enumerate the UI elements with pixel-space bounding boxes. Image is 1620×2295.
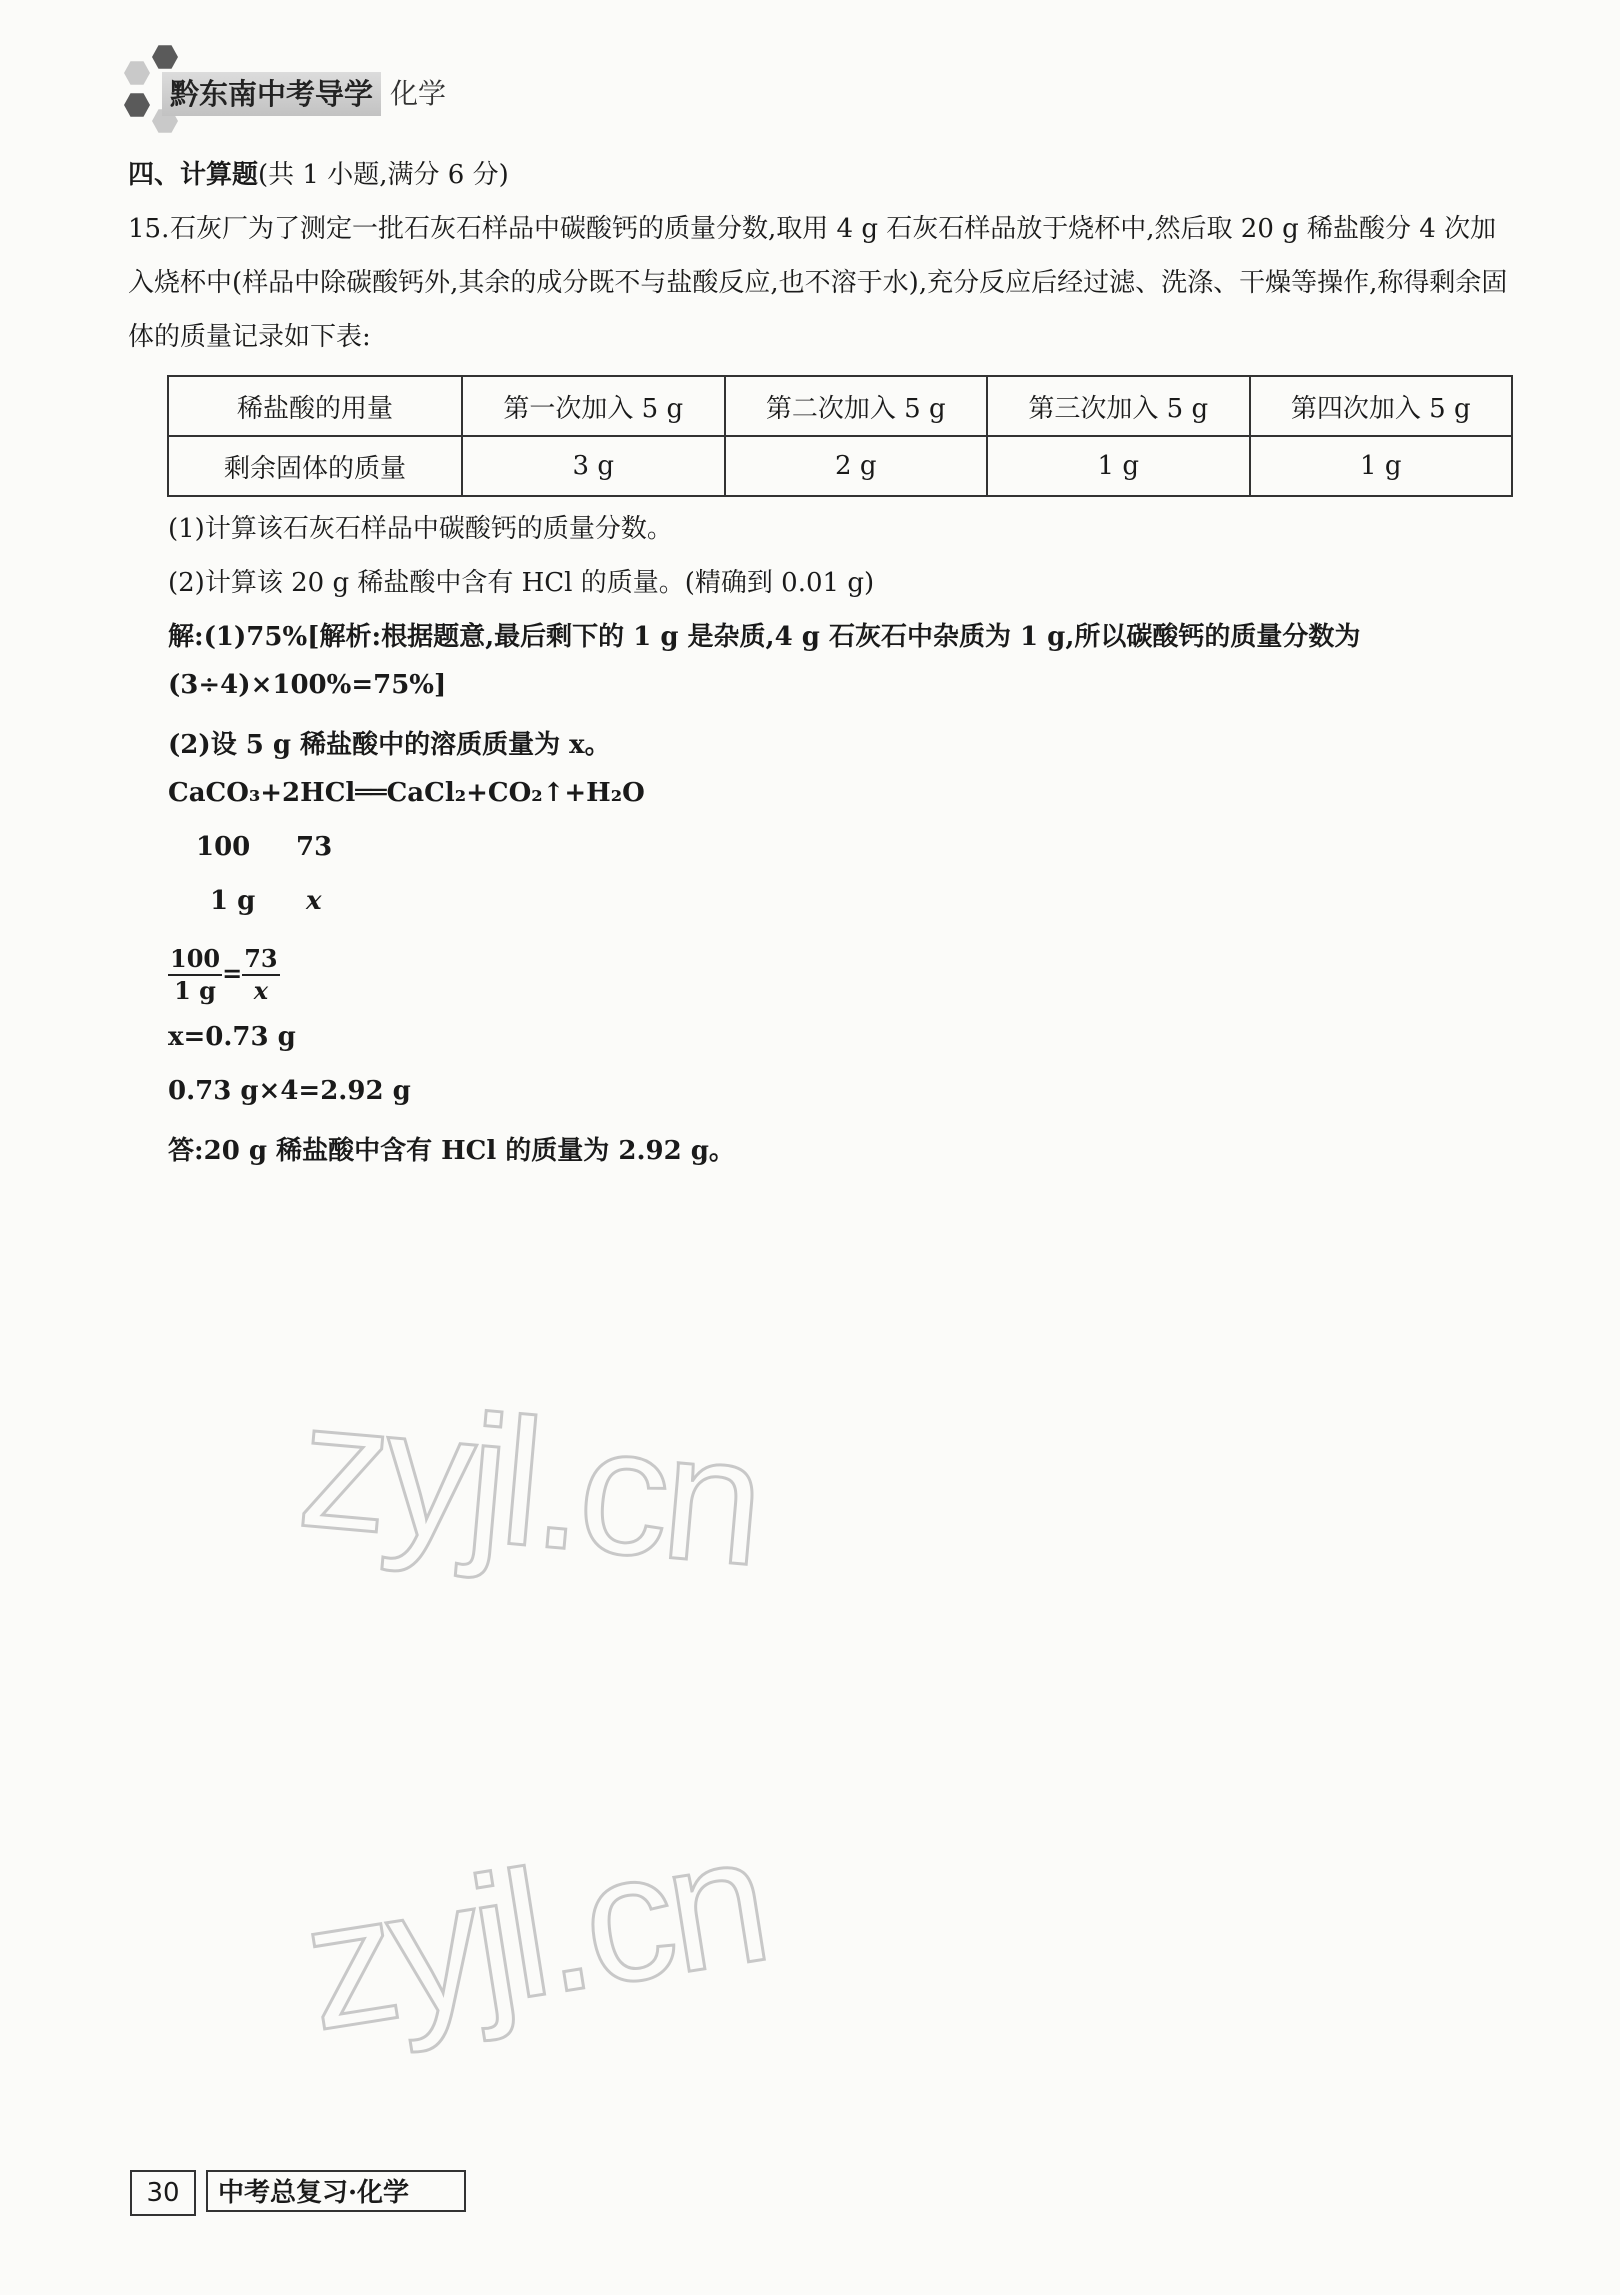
- watermark: zyjl.cn: [292, 1798, 777, 2069]
- table-cell: 第二次加入 5 g: [725, 376, 988, 436]
- table-cell: 剩余固体的质量: [168, 436, 462, 496]
- proportion-fraction: [168, 944, 280, 1006]
- table-cell: 2 g: [725, 436, 988, 496]
- header-subject: 化学: [390, 77, 447, 110]
- question-number: 15.: [128, 214, 170, 244]
- footer-book-title: 中考总复习·化学: [206, 2170, 466, 2212]
- result-line-2: 0.73 g×4=2.92 g: [168, 1076, 411, 1106]
- table-row: [168, 376, 1512, 436]
- solution-line-2: (3÷4)×100%=75%]: [168, 670, 447, 700]
- ratio-bottom-2: x: [306, 886, 322, 916]
- table-cell: 3 g: [462, 436, 725, 496]
- header-title: 黔东南中考导学: [162, 72, 381, 116]
- table-cell: 稀盐酸的用量: [168, 376, 462, 436]
- page-number: 30: [130, 2170, 196, 2216]
- ratio-top-2: 73: [296, 832, 333, 862]
- table-cell: 第四次加入 5 g: [1250, 376, 1513, 436]
- watermark: zyjl.cn: [292, 1363, 766, 1604]
- table-cell: 第三次加入 5 g: [987, 376, 1250, 436]
- fraction-numerator: 100: [168, 944, 222, 976]
- chemical-equation: CaCO₃+2HCl══CaCl₂+CO₂↑+H₂O: [168, 778, 645, 808]
- ratio-top-1: 100: [196, 832, 251, 862]
- solution-line-3: (2)设 5 g 稀盐酸中的溶质质量为 x。: [168, 730, 611, 760]
- ratio-bottom-1: 1 g: [210, 886, 256, 916]
- solution-line-1: 解:(1)75%[解析:根据题意,最后剩下的 1 g 是杂质,4 g 石灰石中杂质为 1 g,所以碳酸钙的质量分数为: [168, 622, 1361, 652]
- answer-line: 答:20 g 稀盐酸中含有 HCl 的质量为 2.92 g。: [168, 1136, 735, 1166]
- fraction-equals: =: [222, 958, 243, 988]
- question-body: 石灰厂为了测定一批石灰石样品中碳酸钙的质量分数,取用 4 g 石灰石样品放于烧杯中,然后取 20 g 稀盐酸分 4 次加入烧杯中(样品中除碳酸钙外,其余的成分既不与盐酸反应,也不溶于水),充分反应后经过滤、洗涤、干燥等操作,称得剩余固体的质量记录如下表:: [128, 214, 1508, 352]
- section-note: (共 1 小题,满分 6 分): [258, 160, 509, 190]
- sub-question-1: (1)计算该石灰石样品中碳酸钙的质量分数。: [168, 514, 673, 544]
- table-row: [168, 436, 1512, 496]
- question-text: [128, 202, 1513, 364]
- table-cell: 第一次加入 5 g: [462, 376, 725, 436]
- section-heading: [128, 154, 509, 191]
- sub-question-2: (2)计算该 20 g 稀盐酸中含有 HCl 的质量。(精确到 0.01 g): [168, 568, 875, 598]
- table-cell: 1 g: [987, 436, 1250, 496]
- fraction-denominator: 1 g: [174, 976, 216, 1005]
- section-title: 四、计算题: [128, 160, 259, 190]
- fraction-numerator: 73: [242, 944, 279, 976]
- table-cell: 1 g: [1250, 436, 1513, 496]
- fraction-denominator: x: [253, 976, 269, 1005]
- result-line-1: x=0.73 g: [168, 1022, 296, 1052]
- data-table: [167, 375, 1513, 497]
